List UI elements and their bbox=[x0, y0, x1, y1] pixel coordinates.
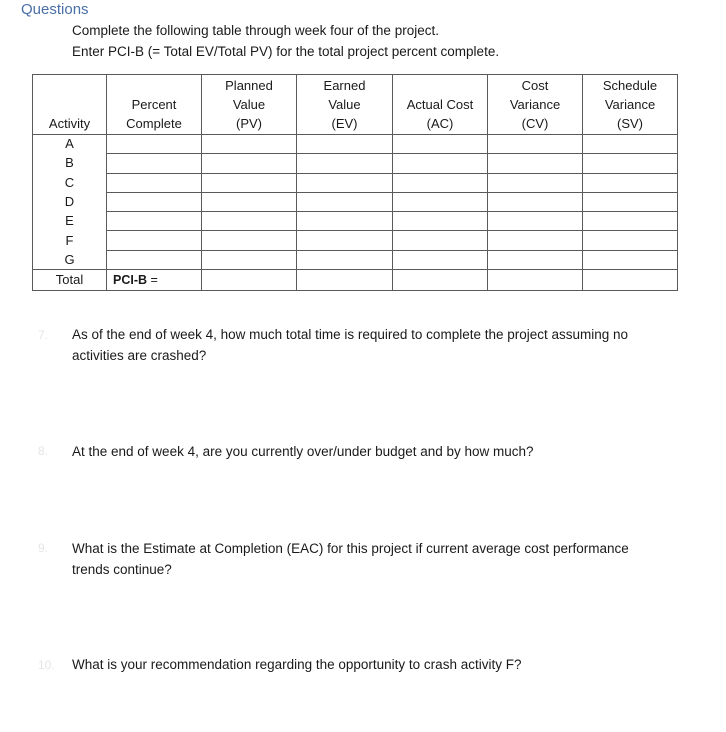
table-row bbox=[33, 231, 678, 250]
header-line: Complete bbox=[126, 116, 182, 131]
total-ev-cell[interactable] bbox=[297, 270, 393, 291]
pv-cell[interactable] bbox=[202, 154, 297, 173]
question-number: 8. bbox=[38, 444, 49, 458]
sv-cell[interactable] bbox=[583, 135, 678, 154]
cv-cell[interactable] bbox=[488, 192, 583, 211]
header-cost-variance bbox=[488, 75, 583, 135]
cv-cell[interactable] bbox=[488, 135, 583, 154]
header-line: Cost bbox=[521, 78, 549, 93]
ev-cell[interactable] bbox=[297, 192, 393, 211]
header-line: Earned bbox=[323, 78, 366, 93]
percent-complete-cell[interactable] bbox=[107, 231, 202, 250]
ev-cell[interactable] bbox=[297, 212, 393, 231]
question-line: As of the end of week 4, how much total time is required to complete the project assuming no bbox=[72, 327, 629, 342]
pv-cell[interactable] bbox=[202, 250, 297, 269]
header-line: Actual Cost bbox=[406, 97, 474, 112]
total-pv-cell[interactable] bbox=[202, 270, 297, 291]
earned-value-table bbox=[32, 74, 678, 291]
header-line: Value bbox=[328, 97, 361, 112]
header-line: Variance bbox=[604, 97, 656, 112]
question-line: activities are crashed? bbox=[72, 348, 207, 363]
ac-cell[interactable] bbox=[393, 250, 488, 269]
sv-cell[interactable] bbox=[583, 250, 678, 269]
pv-cell[interactable] bbox=[202, 192, 297, 211]
pci-b-cell[interactable] bbox=[107, 270, 202, 291]
ac-cell[interactable] bbox=[393, 135, 488, 154]
activity-label: A bbox=[33, 135, 107, 154]
ac-cell[interactable] bbox=[393, 173, 488, 192]
ac-cell[interactable] bbox=[393, 192, 488, 211]
ev-cell[interactable] bbox=[297, 173, 393, 192]
table-row bbox=[33, 250, 678, 269]
activity-label: D bbox=[33, 192, 107, 211]
percent-complete-cell[interactable] bbox=[107, 135, 202, 154]
ev-cell[interactable] bbox=[297, 231, 393, 250]
activity-label: C bbox=[33, 173, 107, 192]
header-line: Percent bbox=[131, 97, 177, 112]
total-label: Total bbox=[33, 270, 107, 291]
question-number: 7. bbox=[38, 328, 49, 342]
header-activity bbox=[33, 75, 107, 135]
percent-complete-cell[interactable] bbox=[107, 212, 202, 231]
activity-label: F bbox=[33, 231, 107, 250]
ev-cell[interactable] bbox=[297, 135, 393, 154]
instruction-line-2: Enter PCI-B (= Total EV/Total PV) for the total project percent complete. bbox=[72, 44, 500, 59]
header-line: (CV) bbox=[521, 116, 549, 131]
question-10 bbox=[72, 654, 692, 675]
table-row bbox=[33, 212, 678, 231]
total-ac-cell[interactable] bbox=[393, 270, 488, 291]
sv-cell[interactable] bbox=[583, 231, 678, 250]
table-header-row bbox=[33, 75, 678, 135]
sv-cell[interactable] bbox=[583, 173, 678, 192]
table-row bbox=[33, 192, 678, 211]
cv-cell[interactable] bbox=[488, 173, 583, 192]
section-heading: Questions bbox=[21, 1, 89, 18]
header-earned-value bbox=[297, 75, 393, 135]
total-cv-cell[interactable] bbox=[488, 270, 583, 291]
activity-label: E bbox=[33, 212, 107, 231]
sv-cell[interactable] bbox=[583, 154, 678, 173]
question-9 bbox=[72, 538, 692, 580]
header-line: (AC) bbox=[426, 116, 454, 131]
question-number: 10. bbox=[38, 658, 55, 672]
ev-cell[interactable] bbox=[297, 154, 393, 173]
percent-complete-cell[interactable] bbox=[107, 154, 202, 173]
ac-cell[interactable] bbox=[393, 231, 488, 250]
header-line: Variance bbox=[509, 97, 561, 112]
header-line: Value bbox=[232, 97, 266, 112]
ev-cell[interactable] bbox=[297, 250, 393, 269]
question-line: At the end of week 4, are you currently over/under budget and by how much? bbox=[72, 444, 534, 459]
pci-b-equals: = bbox=[147, 273, 158, 288]
percent-complete-cell[interactable] bbox=[107, 192, 202, 211]
question-line: What is your recommendation regarding the opportunity to crash activity F? bbox=[72, 657, 522, 672]
header-percent-complete bbox=[107, 75, 202, 135]
question-7 bbox=[72, 324, 692, 366]
pci-b-label: PCI-B bbox=[113, 273, 148, 288]
cv-cell[interactable] bbox=[488, 154, 583, 173]
header-line: (PV) bbox=[236, 116, 262, 131]
question-line: What is the Estimate at Completion (EAC) for this project if current average cost performance bbox=[72, 541, 629, 556]
sv-cell[interactable] bbox=[583, 212, 678, 231]
header-line: Schedule bbox=[602, 78, 658, 93]
question-line: trends continue? bbox=[72, 562, 172, 577]
pv-cell[interactable] bbox=[202, 212, 297, 231]
ac-cell[interactable] bbox=[393, 154, 488, 173]
header-line: Planned bbox=[225, 78, 273, 93]
instruction-line-1: Complete the following table through week four of the project. bbox=[72, 23, 439, 38]
header-line: (SV) bbox=[617, 116, 643, 131]
pv-cell[interactable] bbox=[202, 135, 297, 154]
sv-cell[interactable] bbox=[583, 192, 678, 211]
cv-cell[interactable] bbox=[488, 212, 583, 231]
pv-cell[interactable] bbox=[202, 231, 297, 250]
total-row bbox=[33, 270, 678, 291]
activity-label: G bbox=[33, 250, 107, 269]
table-row bbox=[33, 173, 678, 192]
header-actual-cost bbox=[393, 75, 488, 135]
table-row bbox=[33, 135, 678, 154]
cv-cell[interactable] bbox=[488, 250, 583, 269]
pv-cell[interactable] bbox=[202, 173, 297, 192]
header-schedule-variance bbox=[583, 75, 678, 135]
total-sv-cell[interactable] bbox=[583, 270, 678, 291]
activity-label: B bbox=[33, 154, 107, 173]
header-planned-value bbox=[202, 75, 297, 135]
ac-cell[interactable] bbox=[393, 212, 488, 231]
cv-cell[interactable] bbox=[488, 231, 583, 250]
header-line: Activity bbox=[48, 116, 91, 131]
percent-complete-cell[interactable] bbox=[107, 250, 202, 269]
question-8 bbox=[72, 441, 692, 462]
table-row bbox=[33, 154, 678, 173]
percent-complete-cell[interactable] bbox=[107, 173, 202, 192]
question-number: 9. bbox=[38, 541, 49, 555]
header-line: (EV) bbox=[331, 116, 358, 131]
